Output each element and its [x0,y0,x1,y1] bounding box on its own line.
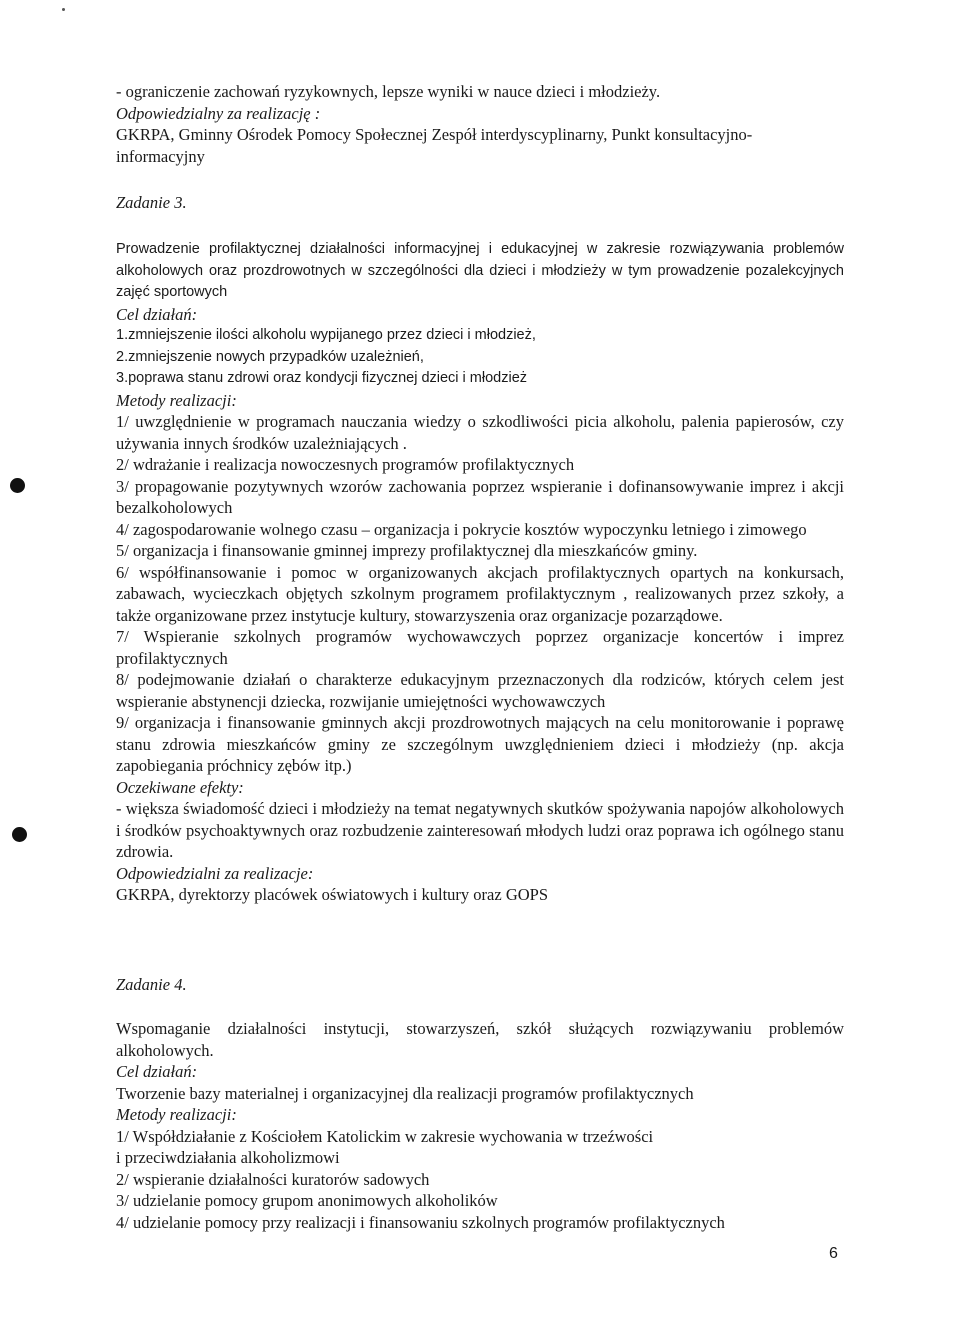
task3-method: 7/ Wspieranie szkolnych programów wychowawczych poprzez organizacje koncertów i imprez profilaktycznych [116,627,844,668]
intro-responsible-label: Odpowiedzialny za realizację : [116,103,321,123]
punch-hole-bottom [12,827,27,842]
task3-responsible-label: Odpowiedzialni za realizacje: [116,863,314,883]
task4-method: 3/ udzielanie pomocy grupom anonimowych alkoholików [116,1191,498,1210]
task4-goal-label: Cel działań: [116,1062,198,1081]
task4-description: Wspomaganie działalności instytucji, stowarzyszeń, szkół służących rozwiązywaniu problemów alkoholowych. [116,1019,844,1060]
task4-method: 1/ Współdziałanie z Kościołem Katolickim w zakresie wychowania w trzeźwości [116,1126,654,1146]
task3-goal: 3.poprawa stanu zdrowi oraz kondycji fizycznej dzieci i młodzież [116,370,528,386]
task3-method: 6/ współfinansowanie i pomoc w organizowanych akcjach profilaktycznych opartych na konkursach, zabawach, wycieczkach objętych szkolnym programem profilaktycznym , realizowanych przez szkoły, a także organizowane przez instytucje kultury, stowarzyszenia oraz organizacje pozarządowe. [116,562,844,625]
task3-method: 3/ propagowanie pozytywnych wzorów zachowania poprzez wspieranie i dofinansowywanie imprez i akcji bezalkoholowych [116,476,844,517]
intro-line: - ograniczenie zachowań ryzykownych, lepsze wyniki w nauce dzieci i młodzieży. [116,82,661,101]
task4-heading: Zadanie 4. [116,975,187,994]
task3-goal-label: Cel działań: [116,304,198,324]
punch-hole-top [10,478,25,493]
task3-method: 2/ wdrażanie i realizacja nowoczesnych programów profilaktycznych [116,455,575,474]
page-number: 6 [829,1245,838,1262]
task3-method: 8/ podejmowanie działań o charakterze edukacyjnym przeznaczonych dla rodziców, których celem jest wspieranie abstynencji dziecka, rozwijanie umiejętności wychowawczych [116,670,844,711]
task3-responsible: GKRPA, dyrektorzy placówek oświatowych i kultury oraz GOPS [116,885,548,904]
intro-section [116,81,844,167]
task4-method: 4/ udzielanie pomocy przy realizacji i finansowaniu szkolnych programów profilaktycznych [116,1212,725,1232]
task4-methods-label: Metody realizacji: [116,1105,237,1124]
task3-methods-label: Metody realizacji: [116,390,237,410]
task4-section [116,1018,844,1233]
task4-method: 2/ wspieranie działalności kuratorów sadowych [116,1169,430,1189]
task3-method: 4/ zagospodarowanie wolnego czasu – organizacja i pokrycie kosztów wypoczynku letniego i zimowego [116,519,807,539]
task3-effects-label: Oczekiwane efekty: [116,777,244,797]
task3-heading: Zadanie 3. [116,193,187,212]
task3-section [116,239,844,906]
task3-effects: - większa świadomość dzieci i młodzieży na temat negatywnych skutków spożywania napojów alkoholowych i środków psychoaktywnych oraz rozbudzenie zainteresowań młodych ludzi oraz poprawa ich ogólnego stanu zdrowia. [116,799,844,861]
task3-goal: 2.zmniejszenie nowych przypadków uzależnień, [116,348,424,365]
scan-speck [62,8,65,11]
task3-method: 1/ uwzględnienie w programach nauczania wiedzy o szkodliwości picia alkoholu, palenia papierosów, czy używania innych środków uzależniających . [116,412,844,453]
task3-goal: 1.zmniejszenie ilości alkoholu wypijanego przez dzieci i młodzież, [116,327,536,343]
task3-description: Prowadzenie profilaktycznej działalności informacyjnej i edukacyjnej w zakresie rozwiązywania problemów alkoholowych oraz prozdrowotnych w szczególności dla dzieci i młodzieży w tym prowadzenie pozalekcyjnych zajęć sportowych [116,241,844,300]
task4-method: i przeciwdziałania alkoholizmowi [116,1148,340,1167]
task4-goal: Tworzenie bazy materialnej i organizacyjnej dla realizacji programów profilaktycznych [116,1083,694,1103]
intro-responsible: GKRPA, Gminny Ośrodek Pomocy Społecznej Zespół interdyscyplinarny, Punkt konsultacyjno-informacyjny [116,125,753,166]
task3-method: 9/ organizacja i finansowanie gminnych akcji prozdrowotnych mających na celu monitorowanie i poprawę stanu zdrowia mieszkańców gminy ze szczególnym uwzględnieniem dzieci i młodzieży (np. akcja zapobiegania próchnicy zębów itp.) [116,713,844,775]
task3-method: 5/ organizacja i finansowanie gminnej imprezy profilaktycznej dla mieszkańców gminy. [116,541,698,560]
